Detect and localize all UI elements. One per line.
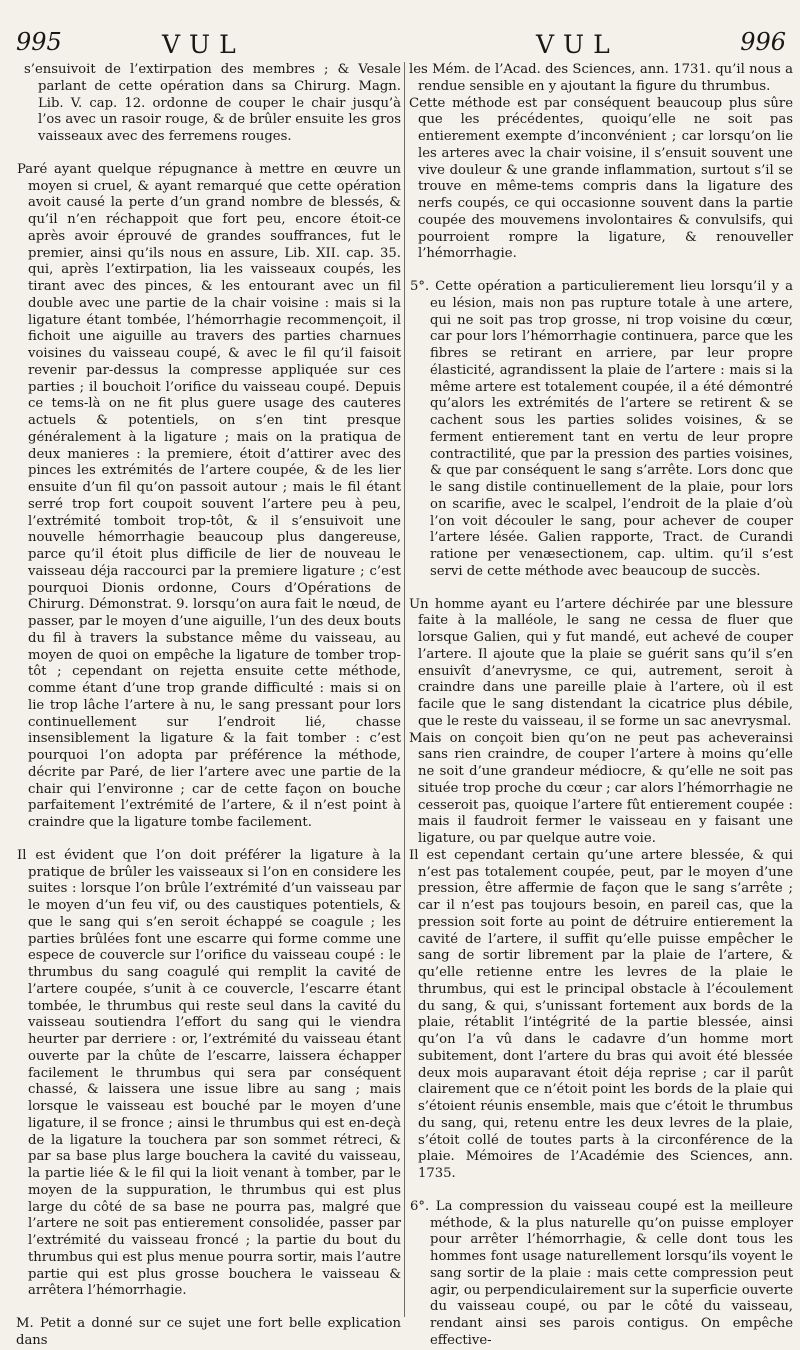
paragraph: les Mém. de l’Acad. des Sciences, ann. 1731. qu’il nous a rendue sensible en y ajoutant la figure du thrumbus.	[409, 62, 793, 94]
page-number-left: 995	[16, 28, 62, 56]
paragraph: s’ensuivoit de l’extirpation des membres ; & Vesale parlant de cette opération dans sa Chirurg. Magn. Lib. V. cap. 12. ordonne de couper le chair jusqu’à l’os avec un rasoir rouge, & de brûler ensuite les gros vaisseaux avec des ferremens rouges.	[24, 62, 401, 144]
right-column	[408, 62, 793, 1350]
paragraph: Il est cependant certain qu’une artere blessée, & qui n’est pas totalement coupée, peut, par le moyen d’une pression, être affermie de façon que le sang s’arrête ; car il n’est pas toujours besoin, en pareil cas, que la pression soit forte au point de détruire entierement la cavité de l’artere, il suffit qu’elle puisse empêcher le sang de sortir librement par la plaie de l’artere, & qu’elle retienne entre les levres de la plaie le thrumbus, qui est le principal obstacle à l’écoulement du sang, & qui, s’unissant fortement aux bords de la plaie, rétablit l’intégrité de la partie blessée, ainsi qu’on l’a vû dans le cadavre d’un homme mort subitement, dont l’artere du bras qui avoit été blessée deux mois auparavant étoit déja reprise ; car il parût clairement que ce n’étoit point les bords de la plaie qui s’étoient réunis ensemble, mais que c’étoit le thrumbus du sang, qui, retenu entre les deux levres de la plaie, s’étoit collé de toutes parts à la circonférence de la plaie. Mémoires de l’Académie des Sciences, ann. 1735.	[409, 847, 793, 1181]
paragraph: Paré ayant quelque répugnance à mettre en œuvre un moyen si cruel, & ayant remarqué que cette opération avoit causé la perte d’un grand nombre de blessés, & qu’il n’en réchappoit que fort peu, encore étoit-ce après avoir éprouvé de grandes souffrances, fut le premier, ainsi qu’ils nous en assure, Lib. XII. cap. 35. qui, après l’extirpation, lia les vaisseaux coupés, les tirant avec des pinces, & les entourant avec un fil double avec une partie de la chair voisine : mais si la ligature étant tombée, l’hémorrhagie recommençoit, il fichoit une aiguille au travers des parties charnues voisines du vaisseau coupé, & avec le fil qu’il faisoit revenir par-dessus la compresse appliquée sur ces parties ; il bouchoit l’orifice du vaisseau coupé. Depuis ce tems-là on ne fit plus guere usage des cauteres actuels & potentiels, on s’en tint presque généralement à la ligature ; mais on la pratiqua de deux manieres : la premiere, étoit d’attirer avec des pinces les extrémités de l’artere coupée, & de les lier ensuite d’un fil qu’on passoit autour ; mais le fil étant serré trop fort coupoit souvent l’artere peu à peu, l’extrémité tomboit trop-tôt, & il s’ensuivoit une nouvelle hémorrhagie beaucoup plus dangereuse, parce qu’il étoit plus difficile de lier de nouveau le vaisseau déja raccourci par la premiere ligature ; c’est pourquoi Dionis ordonne, Cours d’Opérations de Chirurg. Démonstrat. 9. lorsqu’on aura fait le nœud, de passer, par le moyen d’une aiguille, l’un des deux bouts du fil à travers la substance même du vaisseau, au moyen de quoi on empêche la ligature de tomber trop-tôt ; cependant on rejetta ensuite cette méthode, comme étant d’une trop grande difficulté : mais si on lie trop lâche l’artere à nu, le sang pressant pour lors continuellement sur l’endroit lié, chasse insensiblement la ligature & la fait tomber : c’est pourquoi l’on adopta par préférence la méthode, décrite par Paré, de lier l’artere avec une partie de la chair qui l’environne ; car de cette façon on bouche parfaitement l’extrémité de l’artere, & il n’est point à craindre que la ligature tombe facilement.	[17, 161, 401, 830]
paragraph: M. Petit a donné sur ce sujet une fort belle explication dans	[16, 1316, 401, 1348]
page-number-right: 996	[740, 28, 786, 56]
column-divider	[404, 62, 405, 1317]
running-header	[0, 28, 800, 62]
paragraph: Il est évident que l’on doit préférer la ligature à la pratique de brûler les vaisseaux si l’on en considere les suites : lorsque l’on brûle l’extrémité d’un vaisseau par le moyen d’un feu vif, ou des caustiques potentiels, & que le sang qui s’en seroit échappé se coagule ; les parties brûlées font une escarre qui forme comme une espece de couvercle sur l’orifice du vaisseau coupé : le thrumbus du sang coagulé qui remplit la cavité de l’artere coupée, s’unit à ce couvercle, l’escarre étant tombée, le thrumbus qui reste seul dans la cavité du vaisseau soutiendra l’effort du sang qui le viendra heurter par derriere : or, l’extrémité du vaisseau étant ouverte par la chûte de l’escarre, laissera échapper facilement le thrumbus qui sera par conséquent chassé, & laissera une issue libre au sang ; mais lorsque le vaisseau est bouché par le moyen d’une ligature, il se fronce ; ainsi le thrumbus qui est en-deçà de la ligature la touchera par son sommet rétreci, & par sa base plus large bouchera la cavité du vaisseau, la partie liée & le fil qui la lioit venant à tomber, par le moyen de la suppuration, le thrumbus qui est plus large du côté de sa base ne pourra pas, malgré que l’artere ne soit pas entierement consolidée, passer par l’extrémité du vaisseau froncé ; la partie du bout du thrumbus qui est plus menue pourra sortir, mais l’autre partie qui est plus grosse bouchera le vaisseau & arrêtera l’hémorrhagie.	[17, 847, 401, 1299]
headword-right: VUL	[536, 30, 619, 59]
paragraph: Un homme ayant eu l’artere déchirée par une blessure faite à la malléole, le sang ne cessa de fluer que lorsque Galien, qui y fut mandé, eut achevé de couper l’artere. Il ajoute que la plaie se guérit sans qu’il s’en ensuivît d’anevrysme, ce qui, autrement, seroit à craindre dans une pareille plaie à l’artere, où il est facile que le sang distendant la cicatrice plus débile, que le reste du vaisseau, il se forme un sac anevrysmal.	[409, 596, 793, 729]
numbered-paragraph: 6°. La compression du vaisseau coupé est la meilleure méthode, & la plus naturelle qu’on puisse employer pour arrêter l’hémorrhagie, & celle dont tous les hommes font usage naturellement lorsqu’ils voyent le sang sortir de la plaie : mais cette compression peut agir, ou perpendiculairement sur la superficie ouverte du vaisseau coupé, ou par le côté du vaisseau, rendant ainsi ses parois contigus. On empêche effective-	[410, 1198, 793, 1348]
headword-left: VUL	[162, 30, 245, 59]
paragraph: Mais on conçoit bien qu’on ne peut pas acheverainsi sans rien craindre, de couper l’artere à moins qu’elle ne soit d’une grandeur médiocre, & qu’elle ne soit pas située trop proche du cœur ; car alors l’hémorrhagie ne cesseroit pas, quoique l’artere fût entierement coupée : mais il faudroit fermer le vaisseau en y faisant une ligature, ou par quelque autre voie.	[409, 730, 793, 846]
numbered-paragraph: 5°. Cette opération a particulierement lieu lorsqu’il y a eu lésion, mais non pas rupture totale à une artere, qui ne soit pas trop grosse, ni trop voisine du cœur, car pour lors l’hémorrhagie continuera, parce que les fibres se retirant en arriere, par leur propre élasticité, agrandissent la plaie de l’artere : mais si la même artere est totalement coupée, il a été démontré qu’alors les extrémités de l’artere se retirent & se cachent sous les parties solides voisines, & se ferment entierement tant en vertu de leur propre contractilité, que par la pression des parties voisines, & que par conséquent le sang s’arrête. Lors donc que le sang distile continuellement de la plaie, pour lors on scarifie, avec le scalpel, l’endroit de la plaie d’où l’on voit découler le sang, pour achever de couper l’artere lésée. Galien rapporte, Tract. de Curandi ratione per venæsectionem, cap. ultim. qu’il s’est servi de cette méthode avec beaucoup de succès.	[410, 279, 793, 579]
paragraph: Cette méthode est par conséquent beaucoup plus sûre que les précédentes, quoiqu’elle ne soit pas entierement exempte d’inconvénient ; car lorsqu’on lie les arteres avec la chair voisine, il s’ensuit souvent une vive douleur & une grande inflammation, surtout s’il se trouve en même-tems compris dans la ligature des nerfs coupés, ce qui occasionne souvent dans la partie coupée des mouvemens involontaires & convulsifs, qui pourroient rompre la ligature, & renouveller l’hémorrhagie.	[409, 95, 793, 262]
left-column	[16, 62, 401, 1350]
